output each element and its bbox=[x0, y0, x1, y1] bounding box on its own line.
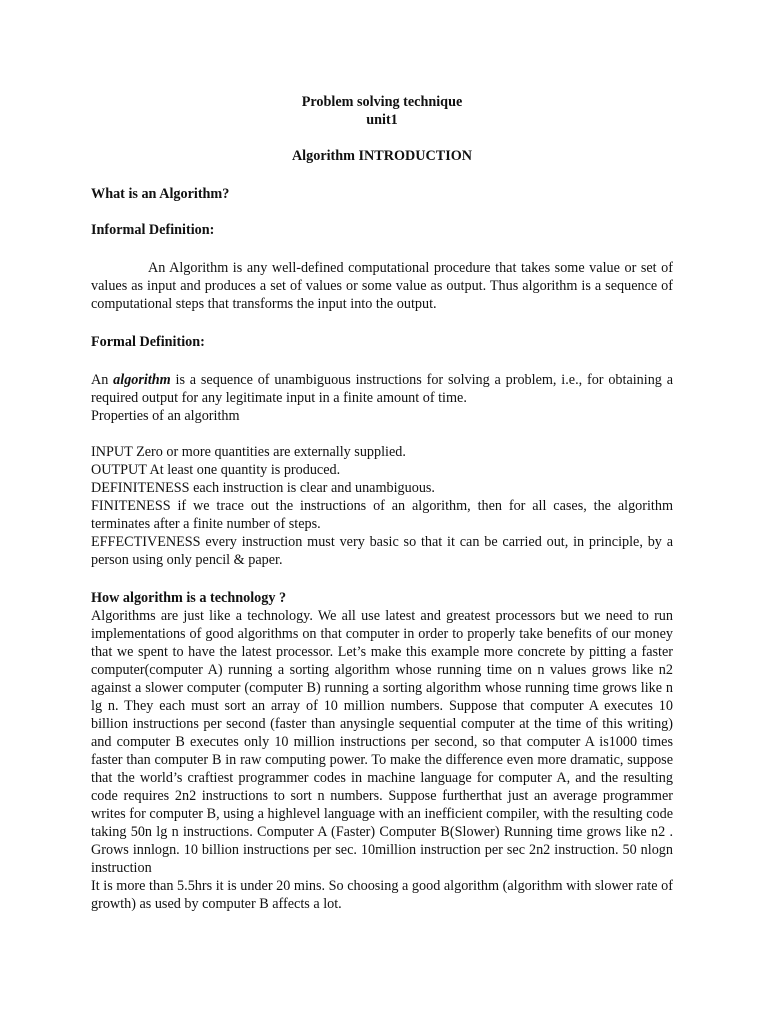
document-title: Problem solving technique bbox=[301, 94, 463, 110]
question-heading: What is an Algorithm? bbox=[91, 186, 230, 202]
unit-label: unit1 bbox=[366, 112, 398, 128]
technology-heading: How algorithm is a technology ? bbox=[91, 590, 287, 606]
technology-text: Algorithms are just like a technology. We all use latest and greatest processors but we need to run implementations of good algorithms on that computer in order to properly take benefits of our money that we spent to have the latest processor. Let’s make this example more concrete by pitting a faster computer(computer A) running a sorting algorithm whose running time on n values grows like n2 against a slower computer (computer B) running a sorting algorithm whose running time grows like n lg n. They each must sort an array of 10 million numbers. Suppose that computer A executes 10 billion instructions per second (faster than anysingle sequential computer at the time of this writing) and computer B executes only 10 million instructions per second, so that computer A is1000 times faster than computer B in raw computing power. To make the difference even more dramatic, suppose that the world’s craftiest programmer codes in machine language for computer A, and the resulting code requires 2n2 instructions to sort n numbers. Suppose furtherthat just an average programmer writes for computer B, using a highlevel language with an inefficient compiler, with the resulting code taking 50n lg n instructions. Computer A (Faster) Computer B(Slower) Running time grows like n2 . Grows innlogn. 10 billion instructions per sec. 10million instruction per sec 2n2 instruction. 50 nlogn instruction bbox=[91, 608, 673, 876]
algorithm-term: algorithm bbox=[113, 372, 171, 388]
properties-heading: Properties of an algorithm bbox=[91, 408, 240, 424]
section-title: Algorithm INTRODUCTION bbox=[291, 148, 473, 164]
informal-definition-text: An Algorithm is any well-defined computational procedure that takes some value or set of values as input and produces a set of values or some value as output. Thus algorithm is a sequence of computational steps that transforms the input into the output. bbox=[91, 260, 673, 312]
conclusion-text: It is more than 5.5hrs it is under 20 mins. So choosing a good algorithm (algorithm with slower rate of growth) as used by computer B affects a lot. bbox=[91, 878, 673, 912]
formal-rest: is a sequence of unambiguous instructions for solving a problem, i.e., for obtaining a required output for any legitimate input in a finite amount of time. bbox=[91, 372, 674, 406]
property-effectiveness: EFFECTIVENESS every instruction must very basic so that it can be carried out, in principle, by a person using only pencil & paper. bbox=[91, 534, 673, 568]
property-input: INPUT Zero or more quantities are externally supplied. bbox=[91, 444, 406, 460]
formal-definition-text bbox=[91, 371, 673, 407]
document-content bbox=[91, 93, 673, 913]
properties-list bbox=[91, 443, 673, 569]
property-output: OUTPUT At least one quantity is produced. bbox=[91, 462, 341, 478]
formal-an: An bbox=[91, 372, 109, 388]
property-definiteness: DEFINITENESS each instruction is clear and unambiguous. bbox=[91, 480, 435, 496]
property-finiteness: FINITENESS if we trace out the instructions of an algorithm, then for all cases, the algorithm terminates after a finite number of steps. bbox=[91, 498, 673, 532]
formal-definition-heading: Formal Definition: bbox=[91, 334, 205, 350]
informal-definition-heading: Informal Definition: bbox=[91, 222, 215, 238]
